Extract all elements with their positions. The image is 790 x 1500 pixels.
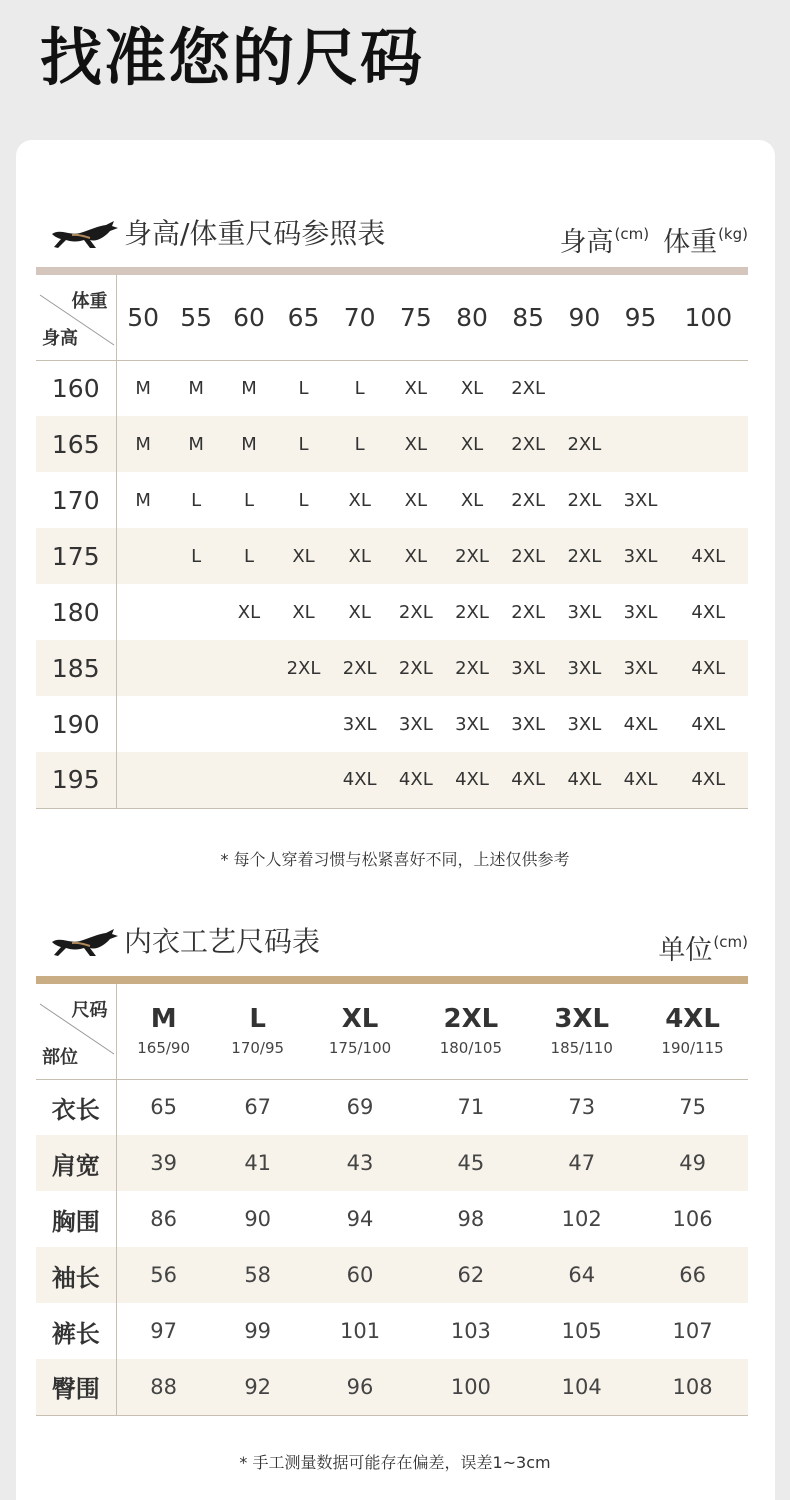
size-cell: 2XL xyxy=(388,640,444,696)
size-range: 165/90 xyxy=(137,1039,191,1058)
measurement-cell: 98 xyxy=(457,1207,485,1231)
size-cell xyxy=(556,360,612,416)
measurement-cell: 69 xyxy=(346,1095,374,1120)
size-cell: L xyxy=(298,377,309,399)
table-row xyxy=(36,640,748,696)
corner-size-label: 尺码 xyxy=(71,1000,108,1021)
measurement-cell: 39 xyxy=(116,1135,211,1191)
table-row xyxy=(36,1135,748,1191)
size-cell: XL xyxy=(404,489,428,511)
size-cell: L xyxy=(298,489,309,511)
table-row xyxy=(36,528,748,584)
table-row xyxy=(36,584,748,640)
measurement-cell: 49 xyxy=(637,1135,748,1191)
size-cell: XL xyxy=(348,601,371,623)
measurement-cell: 73 xyxy=(568,1095,596,1120)
size-cell: M xyxy=(135,489,151,511)
size-column-header xyxy=(637,984,748,1079)
size-cell: 4XL xyxy=(556,752,612,808)
part-row-header: 胸围 xyxy=(36,1191,116,1247)
unit-value: (cm) xyxy=(713,933,748,951)
height-row-header: 175 xyxy=(36,528,116,584)
measurement-cell: 104 xyxy=(526,1359,637,1415)
size-cell: 3XL xyxy=(567,601,602,623)
weight-column-header: 80 xyxy=(444,275,500,360)
size-label: L xyxy=(249,1004,266,1035)
weight-unit: (kg) xyxy=(718,225,748,243)
size-cell: M xyxy=(223,416,276,472)
measurement-cell: 41 xyxy=(211,1135,305,1191)
size-cell: 2XL xyxy=(275,640,331,696)
size-cell: M xyxy=(135,377,151,399)
height-row-header: 170 xyxy=(36,472,116,528)
size-range: 175/100 xyxy=(328,1039,392,1058)
size-cell: 2XL xyxy=(556,528,612,584)
size-column-header xyxy=(305,984,416,1079)
part-row-header: 肩宽 xyxy=(36,1135,116,1191)
measurement-cell: 99 xyxy=(244,1319,272,1343)
table-row xyxy=(36,1303,748,1359)
page-title: 找准您的尺码 xyxy=(40,21,425,94)
size-cell: M xyxy=(170,416,223,472)
corner-weight-label: 体重 xyxy=(71,291,108,312)
size-cell: 4XL xyxy=(444,752,500,808)
measurement-cell: 108 xyxy=(637,1359,748,1415)
size-cell: XL xyxy=(237,601,261,623)
size-cell: M xyxy=(188,377,204,399)
corner-part-label: 部位 xyxy=(42,1046,78,1068)
size-cell: 2XL xyxy=(332,640,388,696)
size-cell xyxy=(170,640,223,696)
height-row-header: 160 xyxy=(36,360,116,416)
weight-column-header: 90 xyxy=(556,275,612,360)
measurement-cell: 101 xyxy=(339,1319,381,1343)
size-cell: XL xyxy=(460,377,484,399)
size-cell: 2XL xyxy=(511,377,546,399)
height-weight-size-table xyxy=(36,275,748,809)
size-cell: XL xyxy=(444,416,500,472)
size-cell: 4XL xyxy=(669,640,748,696)
size-label: M xyxy=(150,1004,177,1035)
size-cell xyxy=(275,696,331,752)
garment-chart-header xyxy=(36,920,748,970)
size-cell xyxy=(669,360,748,416)
size-cell: 2XL xyxy=(567,489,602,511)
size-cell xyxy=(116,584,170,640)
size-label: 2XL xyxy=(443,1004,499,1035)
size-cell xyxy=(275,752,331,808)
size-cell: 2XL xyxy=(444,640,500,696)
corner-height-label: 身高 xyxy=(42,327,78,349)
size-range: 185/110 xyxy=(550,1039,613,1058)
size-cell: XL xyxy=(388,528,444,584)
table-row xyxy=(36,360,748,416)
measurement-cell: 62 xyxy=(415,1247,526,1303)
weight-column-header: 85 xyxy=(500,275,556,360)
size-cell: L xyxy=(354,377,365,399)
size-cell: M xyxy=(241,377,257,399)
size-cell: 4XL xyxy=(612,752,668,808)
size-cell xyxy=(669,472,748,528)
table-header-row xyxy=(36,275,748,360)
size-cell xyxy=(223,752,276,808)
size-cell: 4XL xyxy=(332,752,388,808)
height-row-header: 195 xyxy=(36,752,116,808)
table-row xyxy=(36,1079,748,1135)
size-label: 3XL xyxy=(554,1004,610,1035)
table-row xyxy=(36,752,748,808)
size-cell: 2XL xyxy=(455,601,489,623)
size-cell xyxy=(116,528,170,584)
table-corner-cell xyxy=(36,984,116,1079)
measurement-cell: 47 xyxy=(526,1135,637,1191)
size-chart-title: 身高/体重尺码参照表 xyxy=(124,217,386,250)
weight-column-header: 65 xyxy=(275,275,331,360)
size-cell: 2XL xyxy=(444,528,500,584)
size-cell: 3XL xyxy=(500,640,556,696)
measurement-cell: 60 xyxy=(305,1247,416,1303)
weight-column-header: 95 xyxy=(612,275,668,360)
measurement-cell: 97 xyxy=(150,1319,177,1343)
size-cell: 3XL xyxy=(612,640,668,696)
unit-label: 单位 xyxy=(658,935,713,966)
measurement-cell: 90 xyxy=(244,1207,272,1231)
size-column-header xyxy=(211,984,305,1079)
measurement-cell: 71 xyxy=(457,1095,485,1120)
size-cell: 2XL xyxy=(556,416,612,472)
size-range: 170/95 xyxy=(231,1039,285,1058)
part-row-header: 衣长 xyxy=(36,1079,116,1135)
size-cell: 2XL xyxy=(511,489,546,511)
garment-chart-note: * 手工测量数据可能存在偏差，误差1~3cm xyxy=(239,1453,551,1472)
measurement-cell: 106 xyxy=(672,1207,713,1231)
table-row xyxy=(36,1359,748,1415)
measurement-cell: 75 xyxy=(679,1095,706,1120)
measurement-cell: 56 xyxy=(116,1247,211,1303)
size-cell: 3XL xyxy=(398,713,433,735)
size-cell xyxy=(612,416,668,472)
measurement-cell: 66 xyxy=(637,1247,748,1303)
size-cell: L xyxy=(223,528,276,584)
size-range: 190/115 xyxy=(661,1039,724,1058)
size-cell: 4XL xyxy=(691,601,726,623)
size-cell: XL xyxy=(460,489,484,511)
height-unit: (cm) xyxy=(614,225,650,243)
size-cell: 3XL xyxy=(511,713,546,735)
table-header-row xyxy=(36,984,748,1079)
measurement-cell: 96 xyxy=(305,1359,416,1415)
measurement-cell: 45 xyxy=(415,1135,526,1191)
size-cell: L xyxy=(243,489,254,511)
weight-column-header: 70 xyxy=(332,275,388,360)
size-chart-header xyxy=(36,212,748,262)
size-cell: 2XL xyxy=(398,601,433,623)
garment-size-table xyxy=(36,984,748,1416)
height-unit-label: 身高 xyxy=(559,227,614,258)
size-cell xyxy=(223,696,276,752)
size-cell xyxy=(116,752,170,808)
measurement-cell: 58 xyxy=(211,1247,305,1303)
measurement-cell: 102 xyxy=(561,1207,602,1231)
measurement-cell: 88 xyxy=(116,1359,211,1415)
size-cell xyxy=(223,640,276,696)
size-cell xyxy=(669,416,748,472)
measurement-cell: 103 xyxy=(450,1319,491,1343)
measurement-cell: 86 xyxy=(150,1207,177,1231)
size-chart-divider xyxy=(36,267,748,275)
measurement-cell: 105 xyxy=(561,1319,602,1343)
weight-column-header: 50 xyxy=(116,275,170,360)
size-cell: XL xyxy=(348,489,371,511)
size-cell xyxy=(170,752,223,808)
measurement-cell: 64 xyxy=(526,1247,637,1303)
part-row-header: 袖长 xyxy=(36,1247,116,1303)
size-cell xyxy=(116,696,170,752)
size-cell: 3XL xyxy=(612,528,668,584)
size-cell: 2XL xyxy=(511,601,546,623)
size-cell: 4XL xyxy=(388,752,444,808)
garment-chart-divider xyxy=(36,976,748,984)
size-column-header xyxy=(526,984,637,1079)
weight-column-header: 55 xyxy=(170,275,223,360)
size-chart-note: * 每个人穿着习惯与松紧喜好不同，上述仅供参考 xyxy=(220,850,570,869)
size-cell xyxy=(116,640,170,696)
weight-column-header: 60 xyxy=(223,275,276,360)
weight-column-header: 75 xyxy=(388,275,444,360)
size-cell: XL xyxy=(332,528,388,584)
size-cell: 3XL xyxy=(342,713,377,735)
measurement-cell: 92 xyxy=(211,1359,305,1415)
size-cell: XL xyxy=(404,377,428,399)
size-cell: 3XL xyxy=(556,640,612,696)
height-row-header: 165 xyxy=(36,416,116,472)
size-cell: 4XL xyxy=(500,752,556,808)
size-label: XL xyxy=(341,1004,379,1035)
table-row xyxy=(36,1191,748,1247)
size-cell: L xyxy=(332,416,388,472)
table-row xyxy=(36,416,748,472)
size-cell: L xyxy=(170,528,223,584)
size-cell: 2XL xyxy=(500,528,556,584)
garment-chart-units xyxy=(658,924,748,969)
greyhound-logo-icon xyxy=(50,926,120,960)
size-cell: 4XL xyxy=(669,752,748,808)
height-row-header: 185 xyxy=(36,640,116,696)
size-range: 180/105 xyxy=(439,1039,503,1058)
size-cell: XL xyxy=(292,601,315,623)
measurement-cell: 65 xyxy=(150,1095,177,1120)
size-cell: 2XL xyxy=(500,416,556,472)
table-row xyxy=(36,696,748,752)
size-cell: 4XL xyxy=(669,528,748,584)
measurement-cell: 100 xyxy=(415,1359,526,1415)
size-cell: M xyxy=(116,416,170,472)
size-cell: 3XL xyxy=(567,713,602,735)
weight-column-header: 100 xyxy=(669,275,748,360)
table-row xyxy=(36,1247,748,1303)
size-cell: 3XL xyxy=(455,713,489,735)
part-row-header: 臀围 xyxy=(36,1359,116,1415)
size-cell: 3XL xyxy=(623,601,658,623)
size-cell: XL xyxy=(275,528,331,584)
size-cell: L xyxy=(275,416,331,472)
weight-unit-label: 体重 xyxy=(663,227,718,258)
measurement-cell: 67 xyxy=(244,1095,272,1120)
size-cell xyxy=(170,696,223,752)
size-cell: 3XL xyxy=(623,489,658,511)
part-row-header: 裤长 xyxy=(36,1303,116,1359)
size-cell: L xyxy=(191,489,202,511)
size-chart-units xyxy=(560,216,749,261)
measurement-cell: 107 xyxy=(672,1319,713,1343)
height-row-header: 180 xyxy=(36,584,116,640)
size-cell: XL xyxy=(388,416,444,472)
size-column-header xyxy=(415,984,526,1079)
measurement-cell: 94 xyxy=(346,1207,374,1231)
size-cell xyxy=(170,584,223,640)
height-row-header: 190 xyxy=(36,696,116,752)
size-cell: 4XL xyxy=(691,713,726,735)
size-column-header xyxy=(116,984,211,1079)
size-label: 4XL xyxy=(665,1004,720,1035)
size-cell: 4XL xyxy=(623,713,658,735)
garment-chart-title: 内衣工艺尺码表 xyxy=(124,925,321,958)
table-corner-cell xyxy=(36,275,116,360)
table-row xyxy=(36,472,748,528)
greyhound-logo-icon xyxy=(50,218,120,252)
measurement-cell: 43 xyxy=(305,1135,416,1191)
size-cell xyxy=(612,360,668,416)
